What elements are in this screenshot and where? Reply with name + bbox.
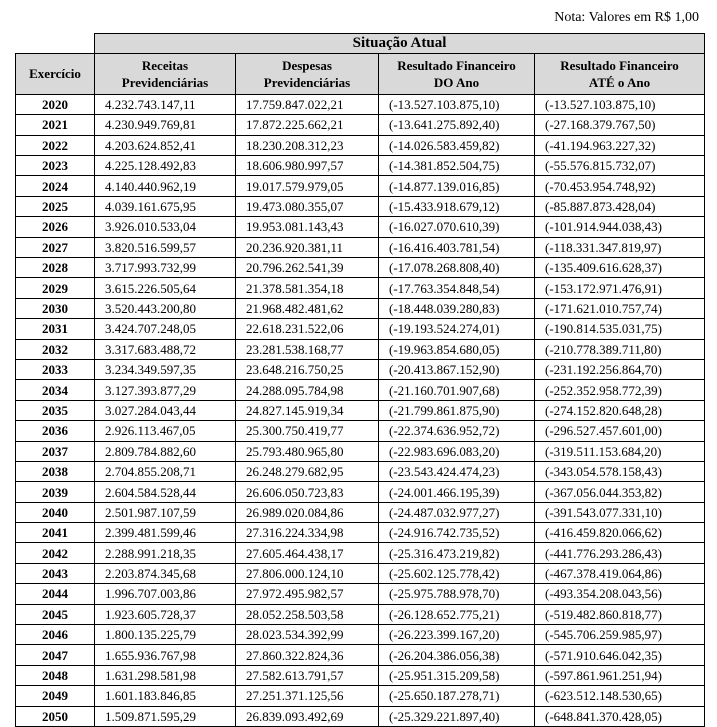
- cell-despesas: 24.827.145.919,34: [236, 400, 379, 420]
- cell-exercicio: 2031: [16, 319, 95, 339]
- note-currency: Nota: Valores em R$ 1,00: [554, 10, 699, 25]
- cell-resultado-ano: (-18.448.039.280,83): [379, 298, 535, 318]
- cell-resultado-ate: (-274.152.820.648,28): [535, 400, 705, 420]
- cell-resultado-ano: (-21.799.861.875,90): [379, 400, 535, 420]
- table-row: [16, 502, 705, 522]
- cell-despesas: 28.052.258.503,58: [236, 604, 379, 624]
- cell-resultado-ano: (-23.543.424.474,23): [379, 461, 535, 481]
- cell-receitas: 2.203.874.345,68: [95, 563, 236, 583]
- cell-despesas: 23.281.538.168,77: [236, 339, 379, 359]
- table-row: [16, 563, 705, 583]
- cell-exercicio: 2032: [16, 339, 95, 359]
- cell-despesas: 22.618.231.522,06: [236, 319, 379, 339]
- cell-receitas: 2.288.991.218,35: [95, 543, 236, 563]
- cell-resultado-ano: (-19.193.524.274,01): [379, 319, 535, 339]
- cell-resultado-ano: (-13.641.275.892,40): [379, 115, 535, 135]
- cell-despesas: 26.989.020.084,86: [236, 502, 379, 522]
- cell-resultado-ate: (-135.409.616.628,37): [535, 258, 705, 278]
- cell-exercicio: 2036: [16, 421, 95, 441]
- cell-resultado-ate: (-545.706.259.985,97): [535, 625, 705, 645]
- cell-despesas: 17.759.847.022,21: [236, 94, 379, 114]
- col-header-receitas-line1: Receitas: [141, 57, 189, 73]
- cell-despesas: 27.316.224.334,98: [236, 523, 379, 543]
- cell-despesas: 27.972.495.982,57: [236, 584, 379, 604]
- cell-resultado-ate: (-13.527.103.875,10): [535, 94, 705, 114]
- cell-resultado-ano: (-24.487.032.977,27): [379, 502, 535, 522]
- cell-despesas: 25.300.750.419,77: [236, 421, 379, 441]
- table-row: [16, 237, 705, 257]
- cell-exercicio: 2034: [16, 380, 95, 400]
- cell-despesas: 19.953.081.143,43: [236, 217, 379, 237]
- cell-despesas: 27.605.464.438,17: [236, 543, 379, 563]
- cell-receitas: 2.809.784.882,60: [95, 441, 236, 461]
- cell-exercicio: 2047: [16, 645, 95, 665]
- cell-resultado-ano: (-14.026.583.459,82): [379, 135, 535, 155]
- header-spacer: [16, 34, 95, 54]
- cell-exercicio: 2045: [16, 604, 95, 624]
- table-row: [16, 584, 705, 604]
- cell-resultado-ano: (-25.329.221.897,40): [379, 706, 535, 726]
- cell-resultado-ano: (-14.381.852.504,75): [379, 156, 535, 176]
- cell-exercicio: 2041: [16, 523, 95, 543]
- cell-resultado-ate: (-343.054.578.158,43): [535, 461, 705, 481]
- cell-resultado-ate: (-190.814.535.031,75): [535, 319, 705, 339]
- cell-exercicio: 2028: [16, 258, 95, 278]
- cell-receitas: 3.027.284.043,44: [95, 400, 236, 420]
- cell-resultado-ano: (-22.374.636.952,72): [379, 421, 535, 441]
- cell-exercicio: 2024: [16, 176, 95, 196]
- cell-resultado-ano: (-25.316.473.219,82): [379, 543, 535, 563]
- table-row: [16, 156, 705, 176]
- cell-despesas: 20.796.262.541,39: [236, 258, 379, 278]
- cell-resultado-ate: (-319.511.153.684,20): [535, 441, 705, 461]
- cell-resultado-ano: (-21.160.701.907,68): [379, 380, 535, 400]
- table-row: [16, 421, 705, 441]
- cell-despesas: 21.378.581.354,18: [236, 278, 379, 298]
- table-row: [16, 319, 705, 339]
- col-header-despesas-line1: Despesas: [282, 57, 332, 73]
- col-header-despesas-line2: Previdenciárias: [263, 74, 351, 90]
- table-row: [16, 258, 705, 278]
- cell-despesas: 23.648.216.750,25: [236, 359, 379, 379]
- cell-exercicio: 2030: [16, 298, 95, 318]
- cell-receitas: 4.039.161.675,95: [95, 196, 236, 216]
- cell-despesas: 26.839.093.492,69: [236, 706, 379, 726]
- cell-resultado-ano: (-25.650.187.278,71): [379, 686, 535, 706]
- cell-receitas: 1.655.936.767,98: [95, 645, 236, 665]
- cell-despesas: 24.288.095.784,98: [236, 380, 379, 400]
- cell-despesas: 27.860.322.824,36: [236, 645, 379, 665]
- cell-despesas: 17.872.225.662,21: [236, 115, 379, 135]
- table-row: [16, 482, 705, 502]
- cell-despesas: 27.806.000.124,10: [236, 563, 379, 583]
- cell-resultado-ate: (-41.194.963.227,32): [535, 135, 705, 155]
- cell-resultado-ate: (-367.056.044.353,82): [535, 482, 705, 502]
- col-header-resultado-ate: [535, 53, 705, 94]
- cell-exercicio: 2027: [16, 237, 95, 257]
- cell-receitas: 1.923.605.728,37: [95, 604, 236, 624]
- cell-resultado-ano: (-15.433.918.679,12): [379, 196, 535, 216]
- cell-receitas: 3.127.393.877,29: [95, 380, 236, 400]
- cell-resultado-ate: (-416.459.820.066,62): [535, 523, 705, 543]
- cell-resultado-ano: (-24.001.466.195,39): [379, 482, 535, 502]
- table-row: [16, 380, 705, 400]
- cell-resultado-ate: (-27.168.379.767,50): [535, 115, 705, 135]
- col-header-resultado-ate-line2: ATÉ o Ano: [588, 74, 651, 90]
- cell-receitas: 1.509.871.595,29: [95, 706, 236, 726]
- col-header-receitas: [95, 53, 236, 94]
- cell-despesas: 28.023.534.392,99: [236, 625, 379, 645]
- cell-resultado-ano: (-20.413.867.152,90): [379, 359, 535, 379]
- col-header-receitas-line2: Previdenciárias: [121, 74, 209, 90]
- cell-receitas: 1.601.183.846,85: [95, 686, 236, 706]
- cell-resultado-ano: (-26.223.399.167,20): [379, 625, 535, 645]
- cell-resultado-ate: (-85.887.873.428,04): [535, 196, 705, 216]
- cell-receitas: 1.996.707.003,86: [95, 584, 236, 604]
- cell-resultado-ate: (-519.482.860.818,77): [535, 604, 705, 624]
- cell-despesas: 27.251.371.125,56: [236, 686, 379, 706]
- cell-exercicio: 2021: [16, 115, 95, 135]
- cell-exercicio: 2023: [16, 156, 95, 176]
- cell-exercicio: 2039: [16, 482, 95, 502]
- table-row: [16, 706, 705, 726]
- cell-resultado-ano: (-25.951.315.209,58): [379, 665, 535, 685]
- cell-receitas: 3.424.707.248,05: [95, 319, 236, 339]
- cell-exercicio: 2035: [16, 400, 95, 420]
- cell-exercicio: 2029: [16, 278, 95, 298]
- cell-receitas: 4.225.128.492,83: [95, 156, 236, 176]
- cell-resultado-ano: (-16.416.403.781,54): [379, 237, 535, 257]
- col-header-resultado-ano-line1: Resultado Financeiro: [397, 57, 516, 73]
- table-row: [16, 94, 705, 114]
- cell-resultado-ate: (-70.453.954.748,92): [535, 176, 705, 196]
- col-header-resultado-ano: [379, 53, 535, 94]
- table-row: [16, 461, 705, 481]
- cell-exercicio: 2037: [16, 441, 95, 461]
- cell-resultado-ano: (-25.975.788.978,70): [379, 584, 535, 604]
- cell-exercicio: 2025: [16, 196, 95, 216]
- cell-resultado-ano: (-24.916.742.735,52): [379, 523, 535, 543]
- cell-resultado-ate: (-101.914.944.038,43): [535, 217, 705, 237]
- cell-exercicio: 2022: [16, 135, 95, 155]
- table-body: [16, 94, 705, 726]
- cell-resultado-ano: (-13.527.103.875,10): [379, 94, 535, 114]
- table-row: [16, 135, 705, 155]
- table-row: [16, 604, 705, 624]
- col-header-despesas: [236, 53, 379, 94]
- cell-receitas: 3.717.993.732,99: [95, 258, 236, 278]
- cell-resultado-ate: (-296.527.457.601,00): [535, 421, 705, 441]
- table-row: [16, 400, 705, 420]
- cell-despesas: 21.968.482.481,62: [236, 298, 379, 318]
- cell-resultado-ate: (-571.910.646.042,35): [535, 645, 705, 665]
- table-row: [16, 217, 705, 237]
- table-row: [16, 278, 705, 298]
- cell-receitas: 2.399.481.599,46: [95, 523, 236, 543]
- cell-resultado-ate: (-391.543.077.331,10): [535, 502, 705, 522]
- cell-resultado-ano: (-17.078.268.808,40): [379, 258, 535, 278]
- table-row: [16, 665, 705, 685]
- cell-receitas: 4.140.440.962,19: [95, 176, 236, 196]
- cell-resultado-ate: (-55.576.815.732,07): [535, 156, 705, 176]
- cell-exercicio: 2049: [16, 686, 95, 706]
- cell-exercicio: 2048: [16, 665, 95, 685]
- cell-resultado-ate: (-252.352.958.772,39): [535, 380, 705, 400]
- cell-resultado-ano: (-22.983.696.083,20): [379, 441, 535, 461]
- cell-despesas: 18.606.980.997,57: [236, 156, 379, 176]
- table-row: [16, 339, 705, 359]
- cell-exercicio: 2044: [16, 584, 95, 604]
- cell-exercicio: 2026: [16, 217, 95, 237]
- cell-resultado-ate: (-441.776.293.286,43): [535, 543, 705, 563]
- cell-resultado-ano: (-14.877.139.016,85): [379, 176, 535, 196]
- group-header-situacao-atual: Situação Atual: [95, 34, 705, 54]
- cell-resultado-ano: (-25.602.125.778,42): [379, 563, 535, 583]
- cell-despesas: 25.793.480.965,80: [236, 441, 379, 461]
- cell-despesas: 20.236.920.381,11: [236, 237, 379, 257]
- table-row: [16, 645, 705, 665]
- cell-despesas: 19.017.579.979,05: [236, 176, 379, 196]
- cell-despesas: 19.473.080.355,07: [236, 196, 379, 216]
- table-row: [16, 115, 705, 135]
- cell-resultado-ano: (-26.128.652.775,21): [379, 604, 535, 624]
- cell-exercicio: 2040: [16, 502, 95, 522]
- cell-receitas: 3.317.683.488,72: [95, 339, 236, 359]
- table-row: [16, 523, 705, 543]
- cell-exercicio: 2043: [16, 563, 95, 583]
- cell-receitas: 4.230.949.769,81: [95, 115, 236, 135]
- cell-resultado-ate: (-118.331.347.819,97): [535, 237, 705, 257]
- projection-table: [15, 33, 705, 727]
- table-row: [16, 441, 705, 461]
- cell-resultado-ate: (-231.192.256.864,70): [535, 359, 705, 379]
- cell-receitas: 3.926.010.533,04: [95, 217, 236, 237]
- cell-exercicio: 2050: [16, 706, 95, 726]
- cell-receitas: 3.234.349.597,35: [95, 359, 236, 379]
- cell-exercicio: 2042: [16, 543, 95, 563]
- col-header-resultado-ano-line2: DO Ano: [433, 74, 480, 90]
- cell-resultado-ate: (-171.621.010.757,74): [535, 298, 705, 318]
- cell-receitas: 2.926.113.467,05: [95, 421, 236, 441]
- cell-receitas: 3.520.443.200,80: [95, 298, 236, 318]
- cell-receitas: 1.800.135.225,79: [95, 625, 236, 645]
- table-row: [16, 543, 705, 563]
- table-row: [16, 298, 705, 318]
- cell-resultado-ate: (-597.861.961.251,94): [535, 665, 705, 685]
- table-row: [16, 196, 705, 216]
- cell-receitas: 2.501.987.107,59: [95, 502, 236, 522]
- col-header-exercicio: Exercício: [16, 53, 95, 94]
- cell-exercicio: 2046: [16, 625, 95, 645]
- cell-resultado-ano: (-19.963.854.680,05): [379, 339, 535, 359]
- cell-resultado-ate: (-493.354.208.043,56): [535, 584, 705, 604]
- col-header-resultado-ate-line1: Resultado Financeiro: [560, 57, 679, 73]
- cell-receitas: 2.604.584.528,44: [95, 482, 236, 502]
- table-row: [16, 686, 705, 706]
- cell-receitas: 1.631.298.581,98: [95, 665, 236, 685]
- cell-receitas: 3.615.226.505,64: [95, 278, 236, 298]
- table-row: [16, 359, 705, 379]
- cell-exercicio: 2020: [16, 94, 95, 114]
- cell-resultado-ano: (-17.763.354.848,54): [379, 278, 535, 298]
- cell-receitas: 4.232.743.147,11: [95, 94, 236, 114]
- cell-resultado-ate: (-210.778.389.711,80): [535, 339, 705, 359]
- cell-despesas: 26.248.279.682,95: [236, 461, 379, 481]
- table-row: [16, 625, 705, 645]
- cell-despesas: 18.230.208.312,23: [236, 135, 379, 155]
- cell-exercicio: 2038: [16, 461, 95, 481]
- cell-resultado-ate: (-648.841.370.428,05): [535, 706, 705, 726]
- cell-resultado-ate: (-467.378.419.064,86): [535, 563, 705, 583]
- cell-despesas: 26.606.050.723,83: [236, 482, 379, 502]
- cell-resultado-ate: (-623.512.148.530,65): [535, 686, 705, 706]
- cell-resultado-ate: (-153.172.971.476,91): [535, 278, 705, 298]
- cell-resultado-ano: (-16.027.070.610,39): [379, 217, 535, 237]
- cell-exercicio: 2033: [16, 359, 95, 379]
- table-row: [16, 176, 705, 196]
- cell-despesas: 27.582.613.791,57: [236, 665, 379, 685]
- cell-receitas: 3.820.516.599,57: [95, 237, 236, 257]
- cell-resultado-ano: (-26.204.386.056,38): [379, 645, 535, 665]
- cell-receitas: 4.203.624.852,41: [95, 135, 236, 155]
- cell-receitas: 2.704.855.208,71: [95, 461, 236, 481]
